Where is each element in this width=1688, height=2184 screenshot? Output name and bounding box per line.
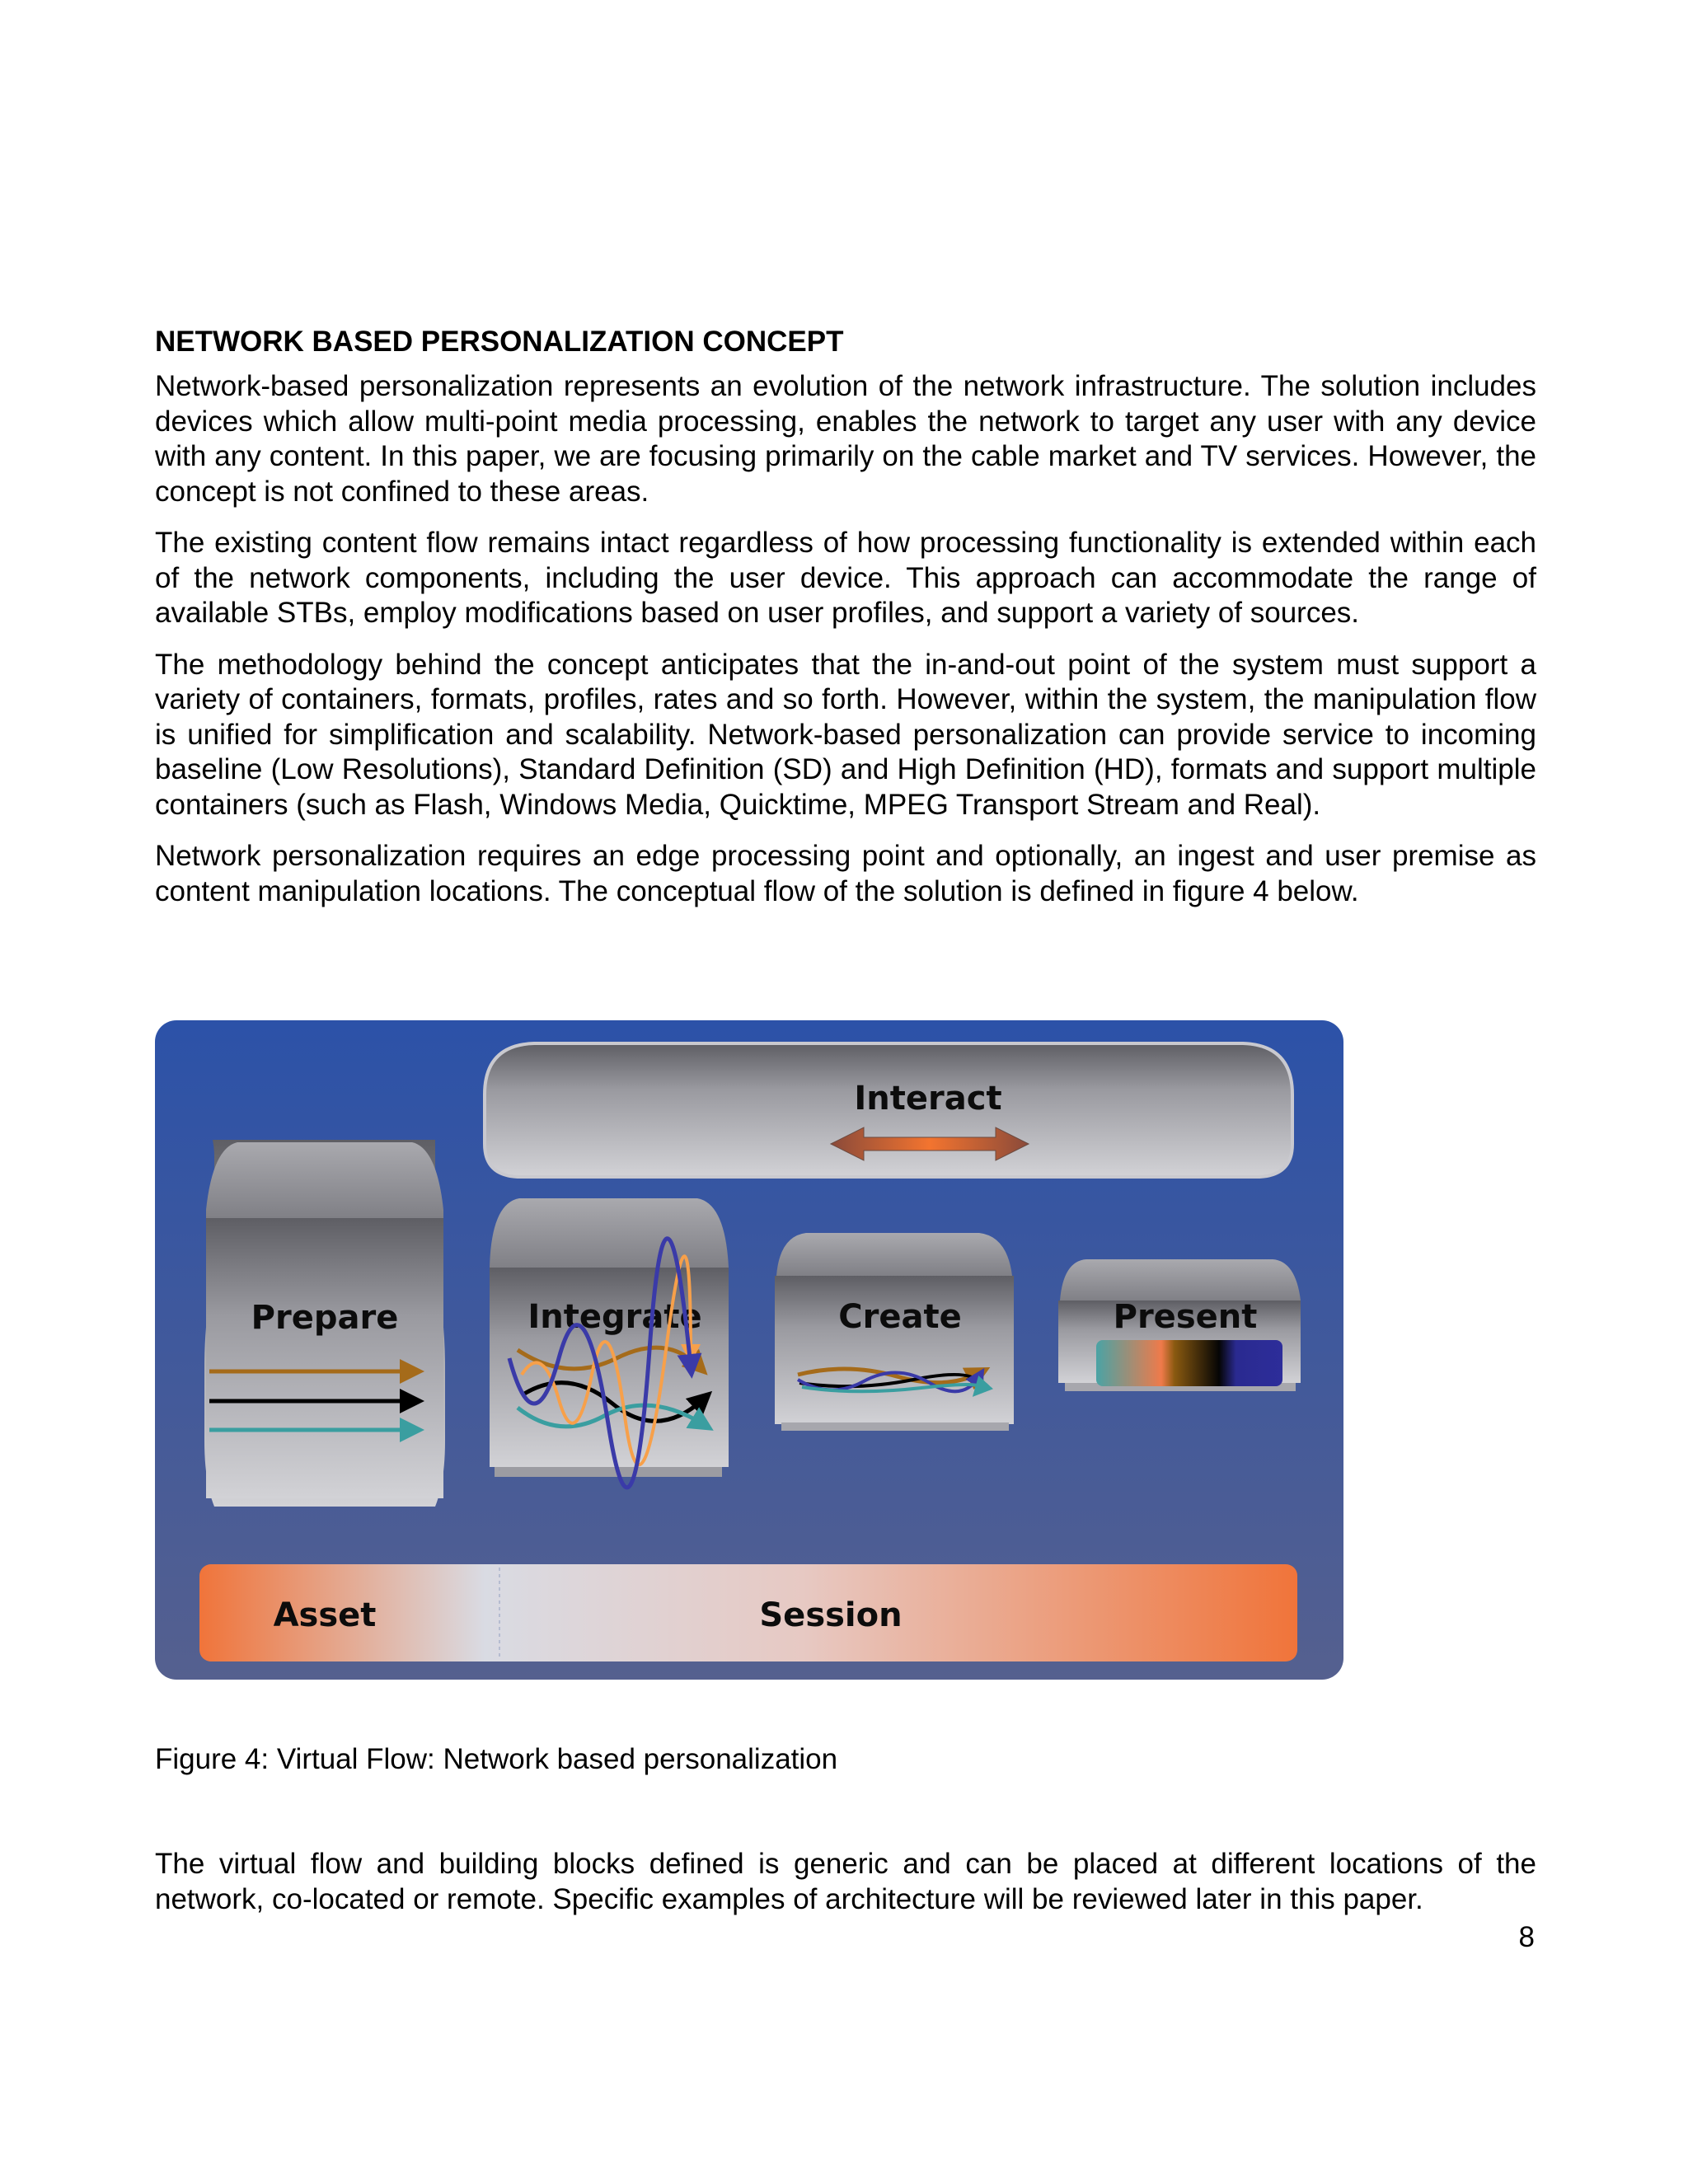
section-heading: NETWORK BASED PERSONALIZATION CONCEPT [155,326,844,358]
asset-session-bar [199,1564,1297,1661]
session-label: Session [759,1596,903,1634]
prepare-label: Prepare [251,1299,399,1337]
create-label: Create [838,1298,962,1336]
paragraph-3: The methodology behind the concept anticipates that the in-and-out point of the system must support a variety of containers, formats, profiles, rates and so forth. However, within the system, the manipulation flow is unified for simplification and scalability. Network-based personalization can provide service to incoming baseline (Low Resolutions), Standard Definition (SD) and High Definition (HD), formats and support multiple containers (such as Flash, Windows Media, Quicktime, MPEG Transport Stream and Real). [155,648,1536,821]
present-block [1058,1259,1301,1391]
paragraph-1: Network-based personalization represents an evolution of the network infrastructure. The solution includes devices which allow multi-point media processing, enables the network to target any user with any device with any content. In this paper, we are focusing primarily on the cable market and TV services. However, the concept is not confined to these areas. [155,370,1536,508]
integrate-label: Integrate [528,1298,702,1336]
paragraph-2: The existing content flow remains intact regardless of how processing functionality is extended within each of the network components, including the user device. This approach can accommodate the range of available STBs, employ modifications based on user profiles, and support a variety of sources. [155,527,1536,629]
section-body [155,323,1536,926]
figure-virtual-flow [155,1020,1343,1680]
interact-label: Interact [854,1080,1002,1118]
closing-paragraph: The virtual flow and building blocks defined is generic and can be placed at different locations of the network, co-located or remote. Specific examples of architecture will be reviewed later in this paper. [155,1848,1536,1915]
closing-paragraph-block [155,1847,1536,1933]
present-label: Present [1113,1298,1258,1336]
present-color-bar [1096,1340,1282,1386]
asset-label: Asset [273,1596,377,1634]
interact-block [485,1043,1292,1177]
figure-caption: Figure 4: Virtual Flow: Network based personalization [155,1743,838,1775]
create-block [775,1233,1014,1431]
prepare-block [204,1140,445,1507]
integrate-block [490,1197,729,1488]
page-number: 8 [1518,1921,1535,1953]
paragraph-4: Network personalization requires an edge processing point and optionally, an ingest and user premise as content manipulation locations. The conceptual flow of the solution is defined in figure 4 below. [155,840,1536,907]
